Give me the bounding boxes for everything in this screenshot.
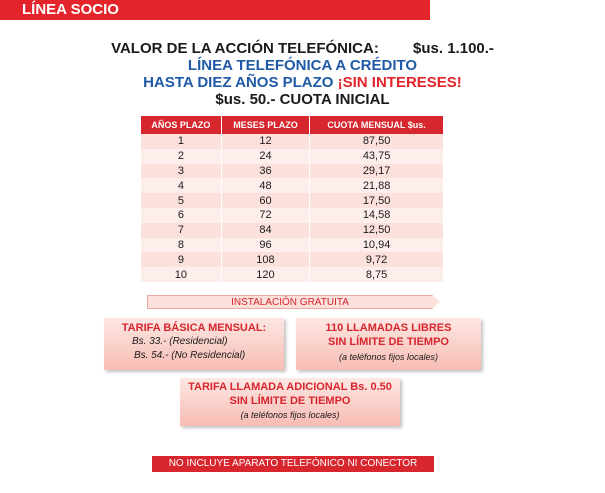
share-value-line xyxy=(0,40,605,57)
cell-fee: 12,50 xyxy=(310,223,443,238)
share-value-label: VALOR DE LA ACCIÓN TELEFÓNICA: xyxy=(111,40,379,57)
table-row xyxy=(141,223,443,238)
disclaimer-banner xyxy=(152,456,434,472)
cell-fee: 87,50 xyxy=(310,134,443,149)
cell-fee: 43,75 xyxy=(310,149,443,164)
installment-table xyxy=(141,116,443,282)
cell-months: 72 xyxy=(221,208,309,223)
cell-years: 1 xyxy=(141,134,221,149)
additional-call-note: (a teléfonos fijos locales) xyxy=(240,410,340,420)
credit-line-heading: LÍNEA TELEFÓNICA A CRÉDITO xyxy=(187,57,418,74)
free-calls-note: (a teléfonos fijos locales) xyxy=(338,352,439,362)
term-line xyxy=(0,74,605,91)
column-header-years: AÑOS PLAZO xyxy=(141,116,221,134)
free-calls-box xyxy=(296,318,481,370)
free-installation-banner xyxy=(147,295,433,309)
cell-years: 9 xyxy=(141,252,221,267)
additional-call-title: TARIFA LLAMADA ADICIONAL Bs. 0.50 xyxy=(188,381,392,393)
table-row xyxy=(141,252,443,267)
cell-years: 3 xyxy=(141,164,221,179)
section-title: LÍNEA SOCIO xyxy=(22,1,119,18)
additional-call-subtitle: SIN LÍMITE DE TIEMPO xyxy=(229,395,351,407)
cell-months: 36 xyxy=(221,164,309,179)
no-interest-text: ¡SIN INTERESES! xyxy=(337,74,462,91)
cell-months: 84 xyxy=(221,223,309,238)
cell-months: 48 xyxy=(221,178,309,193)
cell-years: 10 xyxy=(141,267,221,282)
basic-rate-box xyxy=(104,318,284,370)
cell-fee: 17,50 xyxy=(310,193,443,208)
term-text: HASTA DIEZ AÑOS PLAZO xyxy=(143,74,338,91)
cell-years: 4 xyxy=(141,178,221,193)
cell-months: 24 xyxy=(221,149,309,164)
basic-rate-residential: Bs. 33.- (Residencial) xyxy=(132,336,228,347)
free-installation-label: INSTALACIÓN GRATUITA xyxy=(231,297,349,308)
column-header-monthly-fee: CUOTA MENSUAL $us. xyxy=(310,116,443,134)
cell-fee: 21,88 xyxy=(310,178,443,193)
cell-fee: 9,72 xyxy=(310,252,443,267)
arrow-right-icon xyxy=(432,295,440,309)
table-row xyxy=(141,134,443,149)
share-value-price: $us. 1.100.- xyxy=(413,40,494,57)
cell-years: 7 xyxy=(141,223,221,238)
cell-years: 5 xyxy=(141,193,221,208)
cell-months: 120 xyxy=(221,267,309,282)
basic-rate-non-residential: Bs. 54.- (No Residencial) xyxy=(134,350,246,361)
disclaimer-text: NO INCLUYE APARATO TELEFÓNICO NI CONECTOR xyxy=(168,458,418,469)
cell-years: 8 xyxy=(141,238,221,253)
table-row xyxy=(141,238,443,253)
cell-months: 96 xyxy=(221,238,309,253)
cell-fee: 10,94 xyxy=(310,238,443,253)
table-row xyxy=(141,178,443,193)
cell-years: 6 xyxy=(141,208,221,223)
cell-years: 2 xyxy=(141,149,221,164)
section-header xyxy=(0,0,430,20)
table-row xyxy=(141,149,443,164)
table-row xyxy=(141,208,443,223)
cell-months: 108 xyxy=(221,252,309,267)
table-row xyxy=(141,164,443,179)
free-calls-title: 110 LLAMADAS LIBRES xyxy=(325,322,452,334)
cell-fee: 14,58 xyxy=(310,208,443,223)
table-row xyxy=(141,193,443,208)
additional-call-rate-box xyxy=(180,378,400,426)
cell-fee: 29,17 xyxy=(310,164,443,179)
table-row xyxy=(141,267,443,282)
cell-months: 12 xyxy=(221,134,309,149)
free-calls-subtitle: SIN LÍMITE DE TIEMPO xyxy=(327,336,449,348)
basic-rate-title: TARIFA BÁSICA MENSUAL: xyxy=(121,322,267,334)
cell-fee: 8,75 xyxy=(310,267,443,282)
cell-months: 60 xyxy=(221,193,309,208)
column-header-months: MESES PLAZO xyxy=(221,116,309,134)
initial-fee-line: $us. 50.- CUOTA INICIAL xyxy=(215,91,390,108)
table-header-row xyxy=(141,116,443,134)
